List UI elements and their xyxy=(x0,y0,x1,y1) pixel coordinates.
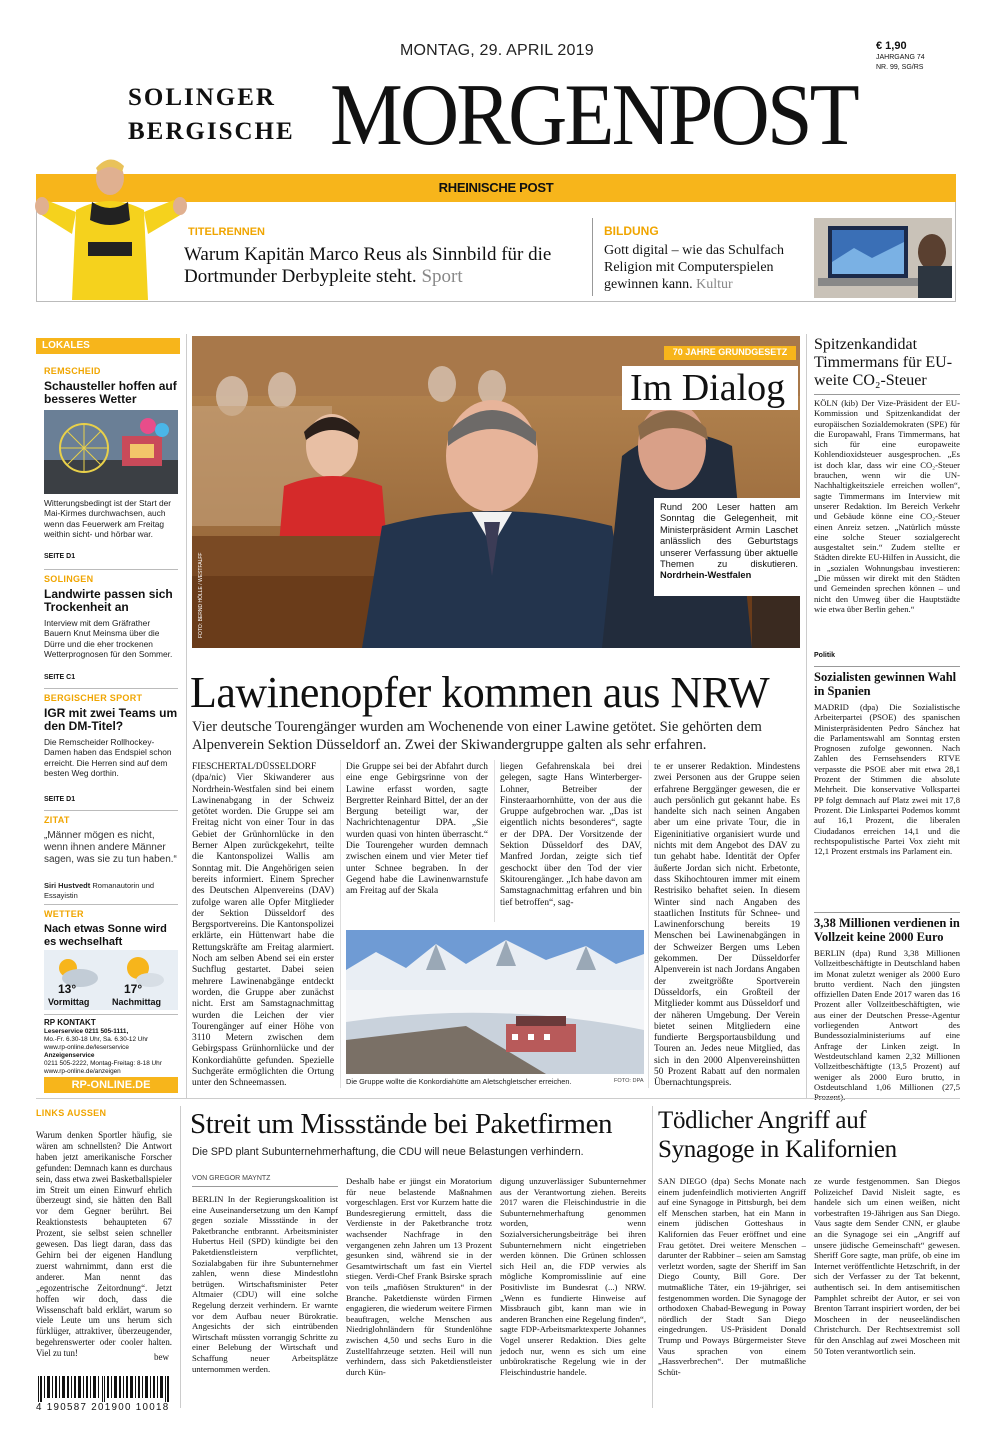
sidebar-divider-2 xyxy=(44,688,178,689)
kontakt-line-5: 0211 505-2222, Montag-Freitag: 8-18 Uhr xyxy=(44,1060,162,1067)
lead-rule-3 xyxy=(648,760,649,1088)
right-ref-1[interactable]: Politik xyxy=(814,652,836,659)
issue-date: MONTAG, 29. APRIL 2019 xyxy=(400,42,594,59)
hero-credit: FOTO: BERND HÖLLE / WESTFALFF xyxy=(198,552,204,638)
synagoge-title[interactable]: Tödlicher Angriff auf Synagoge in Kalifornien xyxy=(658,1107,897,1163)
paket-col-3: digung unzuverlässiger Subunternehmer aus der Verantwortung ziehen. Bereits 2017 waren die Fleischindustrie in die Subunternehmerhaftung genommen worden, wenn Sozialversicherungsbeiträge bei ihren Subunternehmern nicht eingetrieben werden können. Die Grünen schlossen sich Heil an, die FDP verwies als mögliche Kompromisslinie auf eine Positivliste im Bundesrat (...) NRW. „Wenn es fundierte Hinweise auf Missbrauch gibt, kann man wie in anderen Branchen eine Regelung finden“, sagte FDP-Arbeitsmarktexperte Johannes Vogel unserer Redaktion. Dies gelte jedoch nur, wenn es sich um eine unbürokratische Regelung wie in der Fleischindustrie handele. xyxy=(500,1176,646,1377)
links-aussen-sign: bew xyxy=(154,1352,169,1362)
right-text-3: BERLIN (dpa) Rund 3,38 Millionen Vollzeitbeschäftigte in Deutschland haben im Monat zuletzt weniger als 2000 Euro brutto verdient. Nach den jüngsten offiziellen Daten Ende 2017 waren das 16 Prozent aller Vollzeitbeschäftigten, wie aus einer der Deutschen Presse-Agentur vorliegenden Antwort des Bundessozialministeriums auf eine Anfrage der Linken zeigt. In Westdeutschland kamen 2,32 Millionen Vollzeitbeschäftigte (13,5 Prozent) auf weniger als 2000 Euro brutto, in Ostdeutschland 1,06 Millionen (27,5 xyxy=(814,948,960,1092)
teaser-section-bildung: Kultur xyxy=(696,277,733,292)
hero-caption-ref[interactable]: Nordrhein-Westfalen xyxy=(660,570,752,581)
right-text-2: MADRID (dpa) Die Sozialistische Arbeiterpartei (PSOE) des spanischen Ministerpräsidenten Pedro Sánchez hat die Parlamentswahl am Sonntag ersten Prognosen zufolge gewonnen. Nach Zahlen des Fernsehsenders RTVE verpasste die PSOE aber mit etwa 28,1 Prozent der Stimmen die absolute Mehrheit. Die konservative Volkspartei PP folgt demnach auf Platz zwei mit 17,8 Prozent. Die Linkspartei Podemos kommt auf 16,1 Prozent, die liberalen Ciudadanos erreichen 14,1 und die rechtspopulistische Partei Vox zieht mit 12,1 Prozent erstmals ins Parlament ein. xyxy=(814,702,960,857)
teaser-section-sport: Sport xyxy=(421,266,463,287)
sidebar-kicker-solingen: SOLINGEN xyxy=(44,574,94,584)
price: € 1,90 xyxy=(876,40,907,52)
label-afternoon: Nachmittag xyxy=(112,997,162,1007)
sidebar-divider-4 xyxy=(44,904,178,905)
sidebar-quote-source xyxy=(44,881,178,902)
kontakt-head: RP KONTAKT xyxy=(44,1018,96,1027)
sidebar-head-sport[interactable]: IGR mit zwei Teams um den DM-Titel? xyxy=(44,706,178,733)
sidebar-kicker-wetter: WETTER xyxy=(44,909,84,919)
kontakt-line-2: Mo.-Fr. 6.30-18 Uhr, Sa. 6.30-12 Uhr xyxy=(44,1036,149,1043)
kontakt-lines xyxy=(44,1028,180,1076)
sidebar-ref-remscheid[interactable]: SEITE D1 xyxy=(44,553,76,560)
sidebar-header-label: LOKALES xyxy=(42,340,90,351)
sidebar-head-wetter[interactable]: Nach etwas Sonne wird es wechselhaft xyxy=(44,923,167,948)
links-aussen-text: Warum denken Sportler häufig, sie wären am schnellsten? Die Antwort haben jetzt amerikanische Forscher gefunden: Demnach kann es durchaus sein, dass etwa zwei Basketballspieler im Streit um einen Einwurf ehrlich überzeugt sind, sie hätten den Ball vor dem Gegner berührt. Bei Reaktionstests behaupteten 67 Prozent, sie selbst seien schneller gewesen. Das liegt daran, dass das Gehirn bei der eigenen Handlung zuerst wahrnimmt, dann erst die anderer. Man nennt das „egozentrische Zeitordnung“. Jetzt hoffen wir doch, dass die Wissenschaft bald erklärt, warum so viele Leute um uns herum sich fürklüger, attraktiver, überzeugender, begehrenswerter oder cooler halten. Viel zu tun! xyxy=(36,1130,172,1359)
sidebar-quote: „Männer mögen es nicht, wenn ihnen andere Männer sagen, was sie zu tun haben.“ xyxy=(44,830,177,865)
sidebar-divider-5 xyxy=(44,1014,178,1015)
hero-caption-text: Rund 200 Leser hatten am Sonntag die Gelegenheit, mit Ministerpräsident Armin Laschet anlässlich des Geburtstags unserer Verfassung über aktuelle Themen zu diskutieren. xyxy=(660,502,798,570)
sidebar-kicker-remscheid: REMSCHEID xyxy=(44,366,101,376)
right-divider-3 xyxy=(814,912,960,913)
teaser-text-sport-body: Warum Kapitän Marco Reus als Sinnbild für die Dortmunder Derbypleite steht. xyxy=(184,244,552,287)
right-divider-1 xyxy=(814,394,960,395)
right-head-1[interactable]: Spitzenkandidat Timmermans für EU-weite CO₂-Steuer xyxy=(814,336,953,389)
sidebar-header xyxy=(36,338,180,354)
lead-col-3: liegen Gefahrenskala bei drei gelegen, sagte Hans Winterberger-Lohner, Betreiber der Finsteraarhornhütte, von der aus die Gruppe aufgebrochen war. „Das ist eigentlich nichts besonderes“, sagte er der DPA. Der Vorsitzende der Sektion Düsseldorf des DAV, Manfred Jordan, zeigte sich tief geschockt über den Tod der vier Skitourengänger. „Ich habe davon am Samstagnachmittag erfahren und bin tief betroffen“, sag- xyxy=(500,762,642,908)
temp-afternoon: 17° xyxy=(124,982,143,996)
avalanche-caption: Die Gruppe wollte die Konkordiahütte am Aletschgletscher erreichen. xyxy=(346,1077,572,1086)
online-link-label: RP-ONLINE.DE xyxy=(71,1079,151,1091)
hero-title[interactable]: Im Dialog xyxy=(630,367,786,409)
bottom-divider xyxy=(36,1098,960,1099)
kontakt-line-3[interactable]: www.rp-online.de/leserservice xyxy=(44,1044,129,1051)
sidebar-text-remscheid: Witterungsbedingt ist der Start der Mai-Kirmes durchwachsen, auch wenn das Feuerwerk am Freitag weithin sicht- und hörbar war. xyxy=(44,498,172,539)
sidebar-ref-sport[interactable]: SEITE D1 xyxy=(44,796,76,803)
lead-col-4: te er unserer Redaktion. Mindestens zwei Personen aus der Gruppe seien erfahrene Berggänger gewesen, die er auch persönlich gut gekannt habe. Es handelte sich nach seinen Angaben aber um eine private Tour, die in Eigeninitiative organisiert wurde und nichts mit dem Angebot des DAV zu tun gehabt habe. Identität der Opfer äußerte Jordan sich nicht. Erbetonte, dass Skihochtouren immer mit einem Restrisiko behaftet seien. In diesem Winter sind nach Angaben des staatlichen Instituts für Schnee- und Lawinenforschung bereits 19 Menschen bei Lawinenabgängen in der Schweizer Bergen ums Leben gekommen. Der Düsseldorfer Alpenverein ist nach Jordans Angaben der zweitgrößte Sportverein Düsseldorfs, ein Großteil der Mitglieder kommt aus Düsseldorf und der näheren Umgebung. Der Verein bietet seinen Mitgliedern eine fundierte Bergsportausbildung und Touren an. Jedes neue Mitglied, das sich in den 2000 Alpenvereinshütten 50 Prozent Rabatt auf den normalen Übernachtungspreis. xyxy=(654,762,800,1089)
paket-author-rule xyxy=(192,1186,338,1187)
online-link[interactable] xyxy=(44,1077,178,1093)
label-morning: Vormittag xyxy=(48,997,90,1007)
sidebar-text-solingen: Interview mit dem Gräfrather Bauern Knut Meinsma über die Dürre und die eher trockenen Wetterprognosen für den Sommer. xyxy=(44,618,173,659)
kontakt-line-1: Leserservice 0211 505-1111, xyxy=(44,1028,129,1035)
hero-tag: 70 JAHRE GRUNDGESETZ xyxy=(672,347,788,357)
gaming-photo xyxy=(814,218,952,298)
paket-col-2: Deshalb habe er jüngst ein Moratorium für neue belastende Maßnahmen vorgeschlagen. Erst vor Kurzem hatte die Bundesregierung ermittelt, dass die Verdienste in der Paketbranche trotz wachsender Nachfrage in den vergangenen zehn Jahren um 13 Prozent gesunken sind, während sie in der Gesamtwirtschaft um fast ein Viertel stiegen. Verdi-Chef Frank Bsirske sprach von teils „mafiösen Strukturen“ in der Branche. Paketdienste würden Firmen engagieren, die wiederum weitere Firmen beauftragen, welche Menschen aus Niedriglohnländern für Stundenlöhne zwischen 4,50 und sechs Euro in die Zustellfahrzeuge setzten. Heil will nun verhindern, dass sich Paketdienstleister durch Kün- xyxy=(346,1176,492,1377)
sidebar-head-solingen[interactable]: Landwirte passen sich Trockenheit an xyxy=(44,587,173,614)
kontakt-line-4: Anzeigenservice xyxy=(44,1052,95,1059)
paket-title[interactable]: Streit um Missstände bei Paketfirmen xyxy=(190,1108,613,1140)
sidebar-head-remscheid[interactable]: Schausteller hoffen auf besseres Wetter xyxy=(44,379,177,406)
lead-rule-1 xyxy=(340,760,341,1088)
teaser-text-bildung-body: Gott digital – wie das Schulfach Religion mit Computerspielen gewinnen kann. xyxy=(604,243,785,292)
paket-author: VON GREGOR MAYNTZ xyxy=(192,1175,271,1182)
paket-rule xyxy=(652,1106,653,1408)
teaser-kicker-sport: TITELRENNEN xyxy=(188,226,265,238)
teaser-kicker-bildung: BILDUNG xyxy=(604,224,659,238)
right-divider-2 xyxy=(814,666,960,667)
lead-col-1: FIESCHERTAL/DÜSSELDORF (dpa/nic) Vier Skiwanderer aus Nordrhein-Westfalen sind bei einem Lawinenabgang in der Schweiz getötet worden. Die Gruppe sei am Freitag nicht von einer Tour in das Gebiet der Grünhornlücke in den Berner Alpen zurückgekehrt, teilte die Kantonspolizei Wallis am Sonntag mit. Die Angehörigen seien bereits informiert. Einem Sprecher des Deutschen Alpenvereins (DAV) zufolge waren alle Opfer Mitglieder der Sektion Düsseldorf des Bergsportvereins. Die Kantonspolizei erklärte, ein Hüttenwart habe die Rettungskräfte am Freitag alarmiert. Noch am selben Abend sei ein erster Suchflug gestartet. Dabei seien mehrere Lawinenabgänge entdeckt worden, die Gruppe aber zunächst nicht. Erst am Samstagnachmittag wurden die Leichen der vier Tourengänger auf einer Höhe von 3110 Metern zwischen dem Gebirgspass Grünhornlücke und der Konkordiahütte gefunden. Spezielle Suchgeräte ermöglichten die Ortung unter den Schneemassen. xyxy=(192,762,334,1089)
volume: JAHRGANG 74 xyxy=(876,54,925,61)
links-aussen-kicker: LINKS AUSSEN xyxy=(36,1108,107,1118)
lead-rule-2 xyxy=(494,760,495,922)
temp-morning: 13° xyxy=(58,982,77,996)
lead-subtitle: Vier deutsche Tourengänger wurden am Wochenende von einer Lawine getötet. Sie gehörten dem Alpenverein Sektion Düsseldorf an. Zwei der Skiwandergruppe galten als sehr erfahren. xyxy=(192,719,762,753)
sidebar-divider-1 xyxy=(44,569,178,570)
right-head-3[interactable]: 3,38 Millionen verdienen in Vollzeit keine 2000 Euro xyxy=(814,916,960,944)
sidebar-ref-solingen[interactable]: SEITE C1 xyxy=(44,674,76,681)
quote-author-role: Romanautorin und Essayistin xyxy=(44,881,155,901)
avalanche-photo xyxy=(346,930,644,1074)
kontakt-line-6[interactable]: www.rp-online.de/anzeigen xyxy=(44,1068,121,1075)
paket-subtitle: Die SPD plant Subunternehmerhaftung, die CDU will neue Belastungen verhindern. xyxy=(192,1146,584,1158)
issue-number: NR. 99, SG/RS xyxy=(876,64,924,71)
teaser-divider xyxy=(592,218,593,296)
avalanche-credit: FOTO: DPA xyxy=(614,1078,644,1084)
quote-author: Siri Hustvedt xyxy=(44,881,91,890)
right-col-rule xyxy=(806,334,807,1098)
weather-box xyxy=(44,950,178,1010)
player-photo xyxy=(36,150,186,300)
teaser-text-bildung[interactable] xyxy=(604,242,804,293)
lead-col-2: Die Gruppe sei bei der Abfahrt durch eine enge Gebirgsrinne von der Lawine erfasst worden, sagte Bergretter Reinhard Bittel, der an der Bergung beteiligt war, der Nachrichtenagentur DPA. „Sie wurden quasi von hinten überrascht.“ Die Tourengeher wurden demnach zwischen einem und vier Meter tief unter Schnee begraben. In der Gegend habe die Lawinenwarnstufe am Freitag auf der Skala xyxy=(346,762,488,897)
synagoge-col-1: SAN DIEGO (dpa) Sechs Monate nach einem judenfeindlich motivierten Angriff auf eine Synagoge in Pittsburgh, bei dem elf Menschen starben, hat ein Mann in einem jüdischen Gotteshaus in Kalifornien das Feuer eröffnet und eine Frau getötet. Drei weitere Menschen – darunter der Rabbiner – seien am Samstag verletzt worden, sagte der Sheriff im San Diego County, Bill Gore. Der mutmaßliche Täter, ein 19-jähriger, sei festgenommen worden. Die Synagoge der orthodoxen Chabad-Bewegung in Poway nördlich der Stadt San Diego eingedrungen. US-Präsident Donald Trump und Poways Bürgermeister Steve Vaus sprachen von einem „Hassverbrechen“. Der mutmaßliche Schüt- xyxy=(658,1176,806,1377)
sidebar-kicker-sport: BERGISCHER SPORT xyxy=(44,693,143,703)
barcode-number: 4 190587 201900 10018 xyxy=(36,1402,170,1413)
teaser-text-sport[interactable] xyxy=(184,244,584,288)
sidebar-divider-3 xyxy=(44,810,178,811)
synagoge-col-2: ze wurde festgenommen. San Diegos Polizeichef David Nisleit sagte, es handele sich um einen weißen, nicht vorbestraften 19-Jährigen aus San Diego. Vaus sagte dem Sender CNN, er glaube an die Synagoge sei ein „Angriff auf unsere jüdische Gemeinschaft“ gewesen. Sheriff Gore sagte, man prüfe, ob eine im Internet veröffentlichte Hetzschrift, in der sich der Verfasser zu der Tat bekennt, authentisch sei. In dem antisemitischen Pamphlet schreibt der Autor, er sei von Brenton Tarrant inspiriert worden, der bei Moscheen in der neuseeländischen Christchurch. Der Rechtsextremist soll für den Anschlag auf zwei Moscheen mit 50 Toten verantwortlich sein. xyxy=(814,1176,960,1356)
hero-caption xyxy=(660,502,798,582)
barcode-graphic xyxy=(36,1376,176,1402)
sidebar-kicker-zitat: ZITAT xyxy=(44,815,70,825)
masthead-left-2: BERGISCHE xyxy=(128,118,295,145)
paket-col-1: BERLIN In der Regierungskoalition ist eine Auseinandersetzung um den Kampf gegen soziale Missstände in der Paketbranche entbrannt. Arbeitsminister Hubertus Heil (SPD) kündigte bei den Paketdienstleistern verpflichtet, Sozialabgaben für ihre Subunternehmer zahlen, wenn diese Mindestlohn betrügen. Wirtschaftsminister Peter Altmaier (CDU) will eine solche Regelung derzeit verhindern. Er warnte vor dem Aufbau neuer Bürokratie. Angesichts der sich eintrübenden Wirtschaft müssten vorrangig Schritte zu einer Belebung der Wirtschaft und Schaffung neuer Arbeitsplätze unternommen werden. xyxy=(192,1194,338,1374)
links-aussen-rule xyxy=(180,1106,181,1408)
sidebar-rule xyxy=(186,334,187,1098)
kirmes-photo xyxy=(44,410,178,494)
right-head-2[interactable]: Sozialisten gewinnen Wahl in Spanien xyxy=(814,670,957,698)
lead-title[interactable]: Lawinenopfer kommen aus NRW xyxy=(190,668,770,717)
masthead-left-1: SOLINGER xyxy=(128,84,276,111)
masthead-title: MORGENPOST xyxy=(330,67,857,164)
masthead-band-label: RHEINISCHE POST xyxy=(438,180,554,195)
right-text-1: KÖLN (kib) Der Vize-Präsident der EU-Kommission und Spitzenkandidat der europäischen Sozialdemokraten (SPE) für die Europawahl, Frans Timmermans, hat sich für eine europaweite Kohlendioxidsteuer ausgesprochen. „Es ist doch klar, dass wir eine CO₂-Steuer brauchen, wenn wir die UN-Nachhaltigkeitsziele erreichen wollen“, sagte Timmermans im Interview mit unserer Redaktion. Im Bereich Verkehr und Gebäude könne eine CO₂-Steuer einen Anreiz setzen. „Natürlich müsste eine solche Steuer sozialgerecht ausgestaltet sein.“ Zudem stellte er Städten direkte EU-Hilfen in Aussicht, die in „sozialen Wohnungsbau investieren: „Die müssen wir direkt mit den Städten und Gemeinden sprechen können – und nicht den Umweg über die Hauptstädte wie etwa über Berlin gehen.“ xyxy=(814,398,960,614)
sidebar-text-sport: Die Remscheider Rollhockey-Damen haben das Endspiel schon erreicht. Die Herren sind auf dem besten Weg dorthin. xyxy=(44,737,172,778)
